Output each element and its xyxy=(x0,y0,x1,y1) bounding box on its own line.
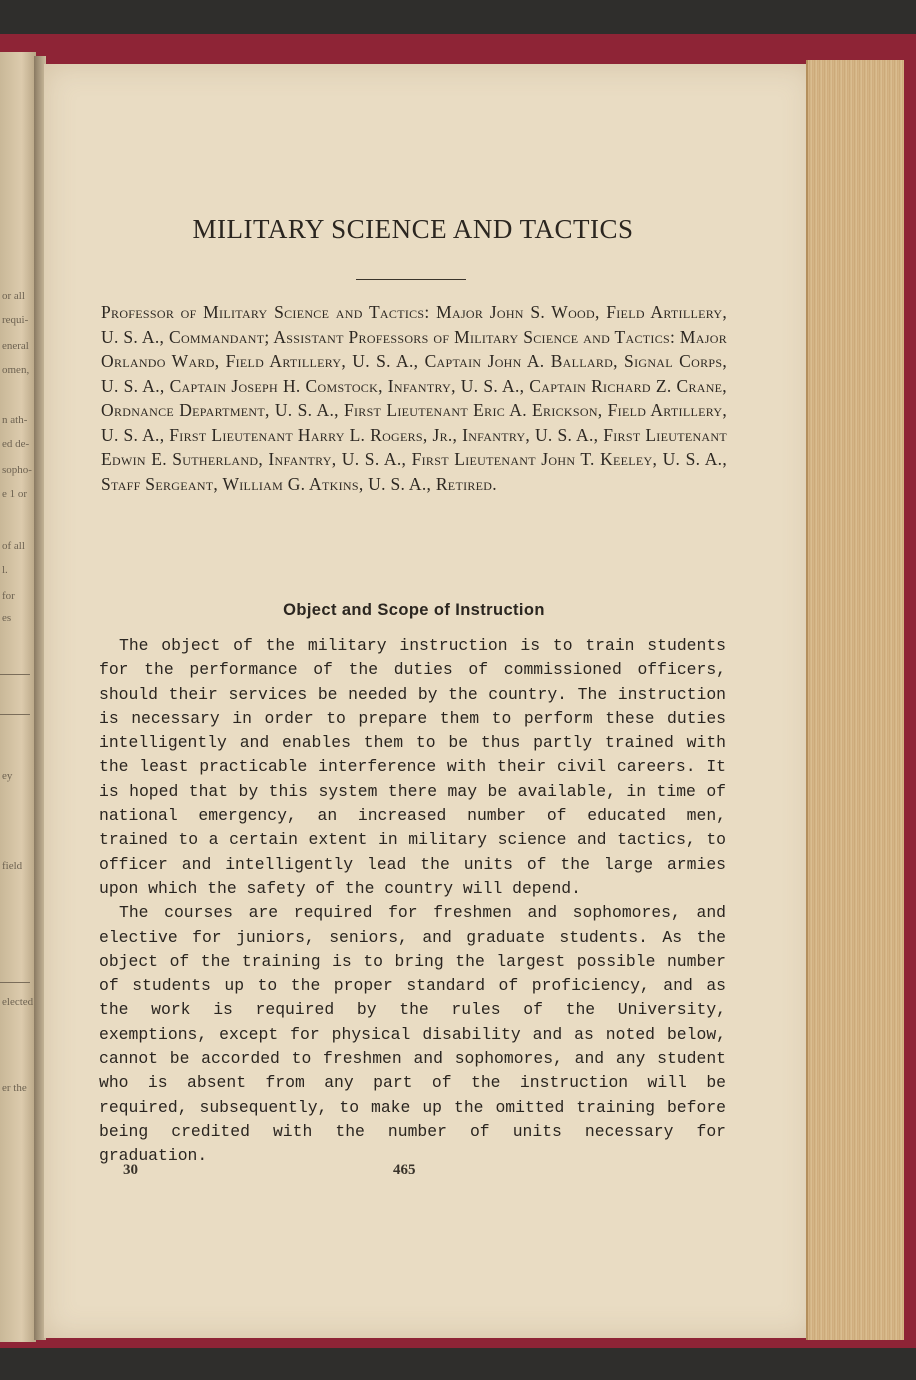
signature-mark: 30 xyxy=(123,1162,138,1178)
left-fragment: ed de- xyxy=(2,438,30,450)
left-fragment: field xyxy=(2,860,23,872)
paragraph: The courses are required for freshmen and sophomores, and elective for juniors, seniors, and graduate students. As the object of the training is to bring the largest possible number of students up to the proper standard of proficiency, and as the work is required by the rules of the University, exemptions, except for physical disability and as noted below, cannot be accorded to freshmen and sophomores, and any student who is absent from any part of the instruction will be required, subsequently, to make up the omitted training before being credited with the number of units necessary for graduation. xyxy=(99,903,726,1166)
left-fragment: es xyxy=(2,612,12,624)
left-fragment: l. xyxy=(2,564,8,576)
page-title xyxy=(0,214,916,245)
left-fragment: e 1 or xyxy=(2,488,28,500)
left-page-rule xyxy=(0,982,30,983)
page-title-text: MILITARY SCIENCE AND TACTICS xyxy=(192,214,634,244)
section-heading: Object and Scope of Instruction xyxy=(283,601,545,619)
body-text xyxy=(99,634,726,1169)
left-fragment: or all xyxy=(2,290,25,302)
left-fragment: sopho- xyxy=(2,464,32,476)
left-fragment: er the xyxy=(2,1082,27,1094)
left-fragment: omen, xyxy=(2,364,30,376)
title-divider xyxy=(356,279,466,280)
left-fragment: of all xyxy=(2,540,25,552)
left-fragment: n ath- xyxy=(2,414,28,426)
page-number: 465 xyxy=(393,1162,416,1178)
left-fragment: eneral xyxy=(2,340,29,352)
left-page-rule xyxy=(0,674,30,675)
left-fragment: for xyxy=(2,590,15,602)
left-fragment: elected xyxy=(2,996,34,1008)
faculty-list: Professor of Military Science and Tactics: Major John S. Wood, Field Artillery, U. S. A., Commandant; Assistant Professors of Military Science and Tactics: Major Orlando Ward, Field Artillery, U. S. A., Captain John A. Ballard, Signal Corps, U. S. A., Captain Joseph H. Comstock, Infantry, U. S. A., Captain Richard Z. Crane, Ordnance Department, U. S. A., First Lieutenant Eric A. Erickson, Field Artillery, U. S. A., First Lieutenant Harry L. Rogers, Jr., Infantry, U. S. A., First Lieutenant Edwin E. Sutherland, Infantry, U. S. A., First Lieutenant John T. Keeley, U. S. A., Staff Sergeant, William G. Atkins, U. S. A., Retired. xyxy=(101,302,727,494)
page-edges xyxy=(806,60,904,1340)
left-fragment: requi- xyxy=(2,314,29,326)
left-fragment: ey xyxy=(2,770,13,782)
paragraph: The object of the military instruction is to train students for the performance of the duties of commissioned officers, should their services be needed by the country. The instruction is necessary in order to prepare them to perform these duties intelligently and enables them to be thus partly trained with the least practicable interference with their civil careers. It is hoped that by this system there may be available, in time of national emergency, an increased number of educated men, trained to a certain extent in military science and tactics, to officer and intelligently lead the units of the large armies upon which the safety of the country will depend. xyxy=(99,636,726,898)
left-page-rule xyxy=(0,714,30,715)
left-page-edge xyxy=(0,52,36,1342)
